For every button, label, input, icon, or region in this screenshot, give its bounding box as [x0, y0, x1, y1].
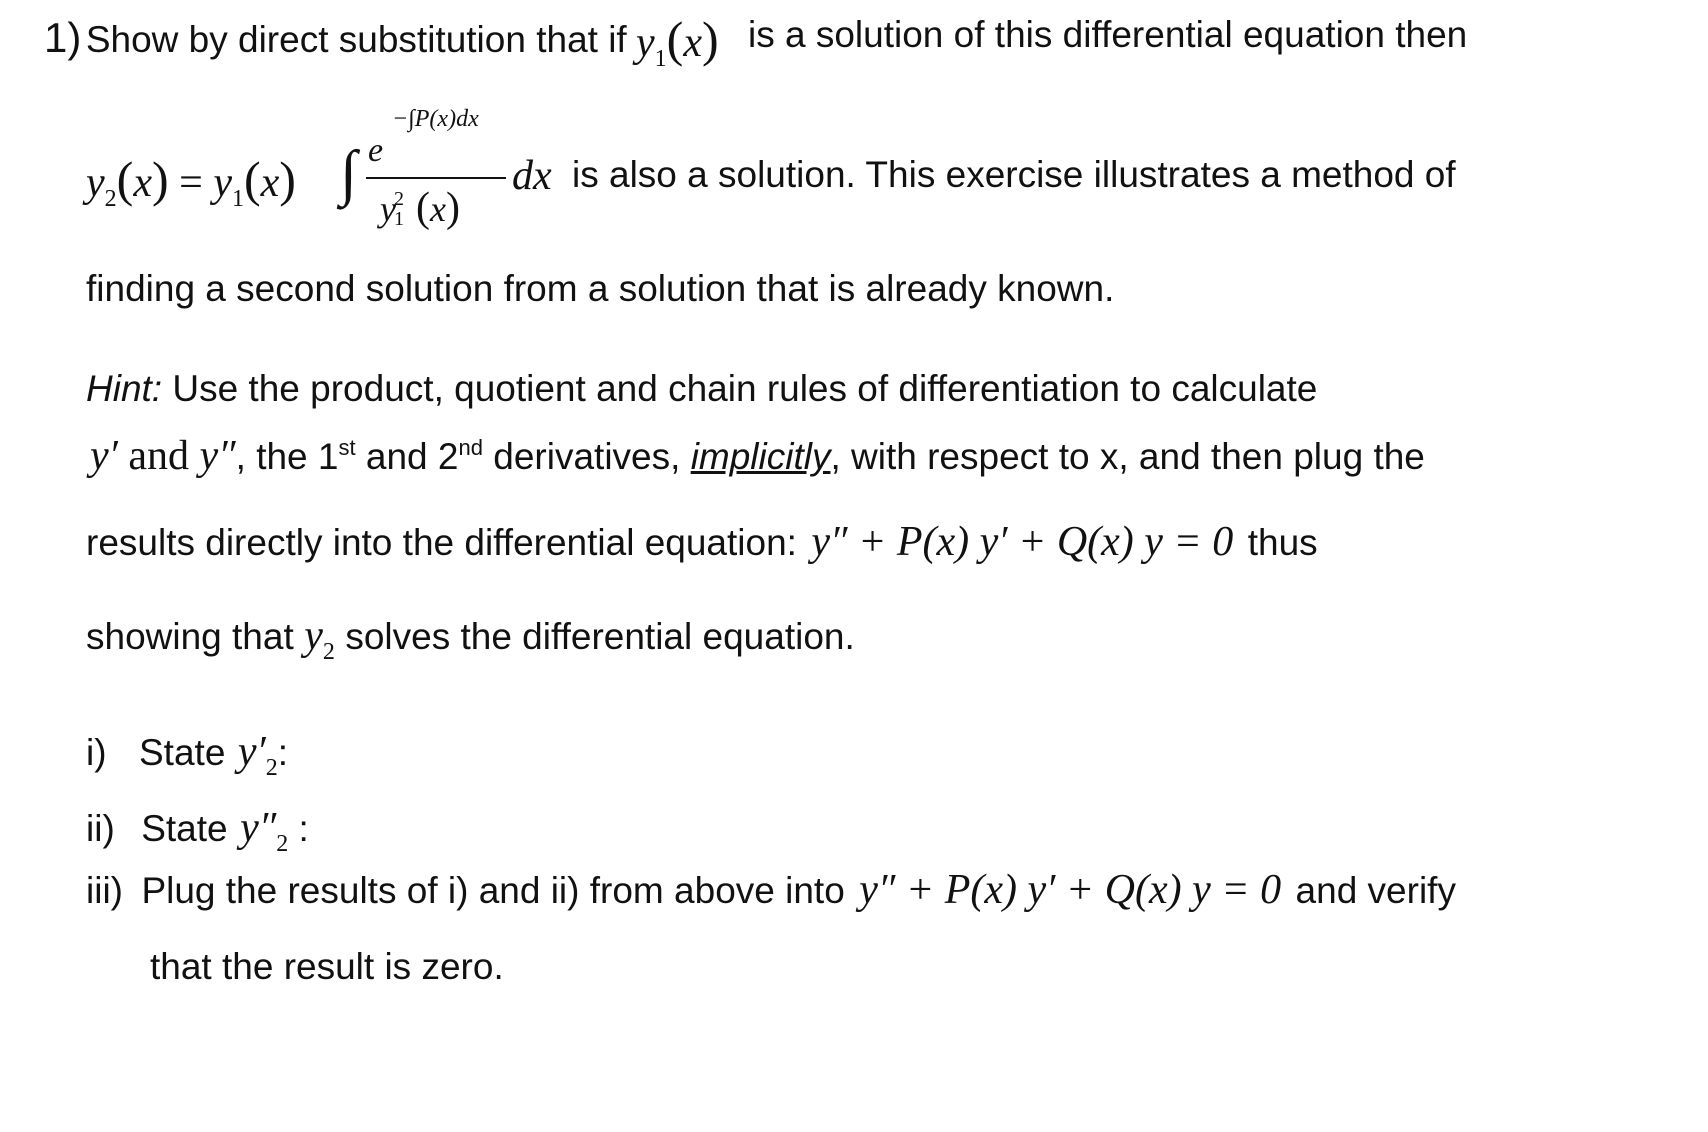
dx-text: dx [512, 153, 552, 199]
part-iii-text-end: and verify [1295, 870, 1456, 911]
hint-label: Hint: [86, 368, 163, 409]
intro-text-2: is a solution of this differential equation then [748, 14, 1468, 55]
also-solution-text: is also a solution. This exercise illustrates a method of [572, 154, 1456, 195]
y1x-inline: y1(x) [636, 11, 719, 72]
part-i: i) State y′2: [86, 729, 288, 781]
showing-text-1: showing that [86, 616, 294, 657]
hint-text-2: , with respect to x, and then plug the [830, 436, 1425, 477]
integral-sign: ∫ [340, 139, 357, 207]
hint-line-1 [86, 368, 1317, 410]
implicitly-text: implicitly [690, 436, 831, 477]
part-ii-text: State [141, 808, 228, 849]
and-2: and 2 [355, 436, 459, 477]
hint-line-4: showing that y2 solves the differential equation. [86, 613, 855, 665]
part-ii: ii) State y″2 : [86, 805, 309, 857]
denominator: y21 (x) [380, 185, 460, 231]
formula-lhs: y2(x) = y1(x) [86, 151, 296, 212]
part-iii-equation: y″ + P(x) y′ + Q(x) y = 0 [859, 867, 1282, 913]
part-iii-text: Plug the results of i) and ii) from above into [141, 870, 845, 911]
ode-equation: y″ + P(x) y′ + Q(x) y = 0 [811, 519, 1234, 565]
and-word: and [128, 433, 189, 479]
hint-line-3 [86, 518, 1318, 566]
part-iii-label: iii) [86, 870, 123, 911]
fraction-bar [366, 177, 506, 179]
problem-line-1 [44, 14, 627, 62]
thus-text: thus [1247, 522, 1318, 563]
hint-text-3: results directly into the differential equation: [86, 522, 797, 563]
exponential-e: e [368, 132, 384, 169]
intro-text-1: Show by direct substitution that if [85, 19, 627, 60]
st-sup: st [338, 435, 356, 460]
nd-sup: nd [458, 435, 483, 460]
part-iii [86, 866, 1456, 914]
part-iii-line-2: that the result is zero. [150, 946, 504, 987]
problem-number: 1) [44, 14, 82, 61]
part-i-label: i) [86, 732, 107, 773]
exponent-text: −∫P(x)dx [392, 106, 479, 132]
hint-text-1: Use the product, quotient and chain rules of differentiation to calculate [172, 368, 1318, 409]
comma-the: , the 1 [235, 436, 339, 477]
showing-text-2: solves the differential equation. [345, 616, 855, 657]
part-i-text: State [139, 732, 226, 773]
derivatives-text: derivatives, [482, 436, 691, 477]
line-3: finding a second solution from a solution that is already known. [86, 268, 1115, 309]
part-ii-label: ii) [86, 808, 115, 849]
hint-line-2: y′ and y″, the 1st and 2nd derivatives, implicitly, with respect to x, and then plug the [90, 433, 1425, 479]
